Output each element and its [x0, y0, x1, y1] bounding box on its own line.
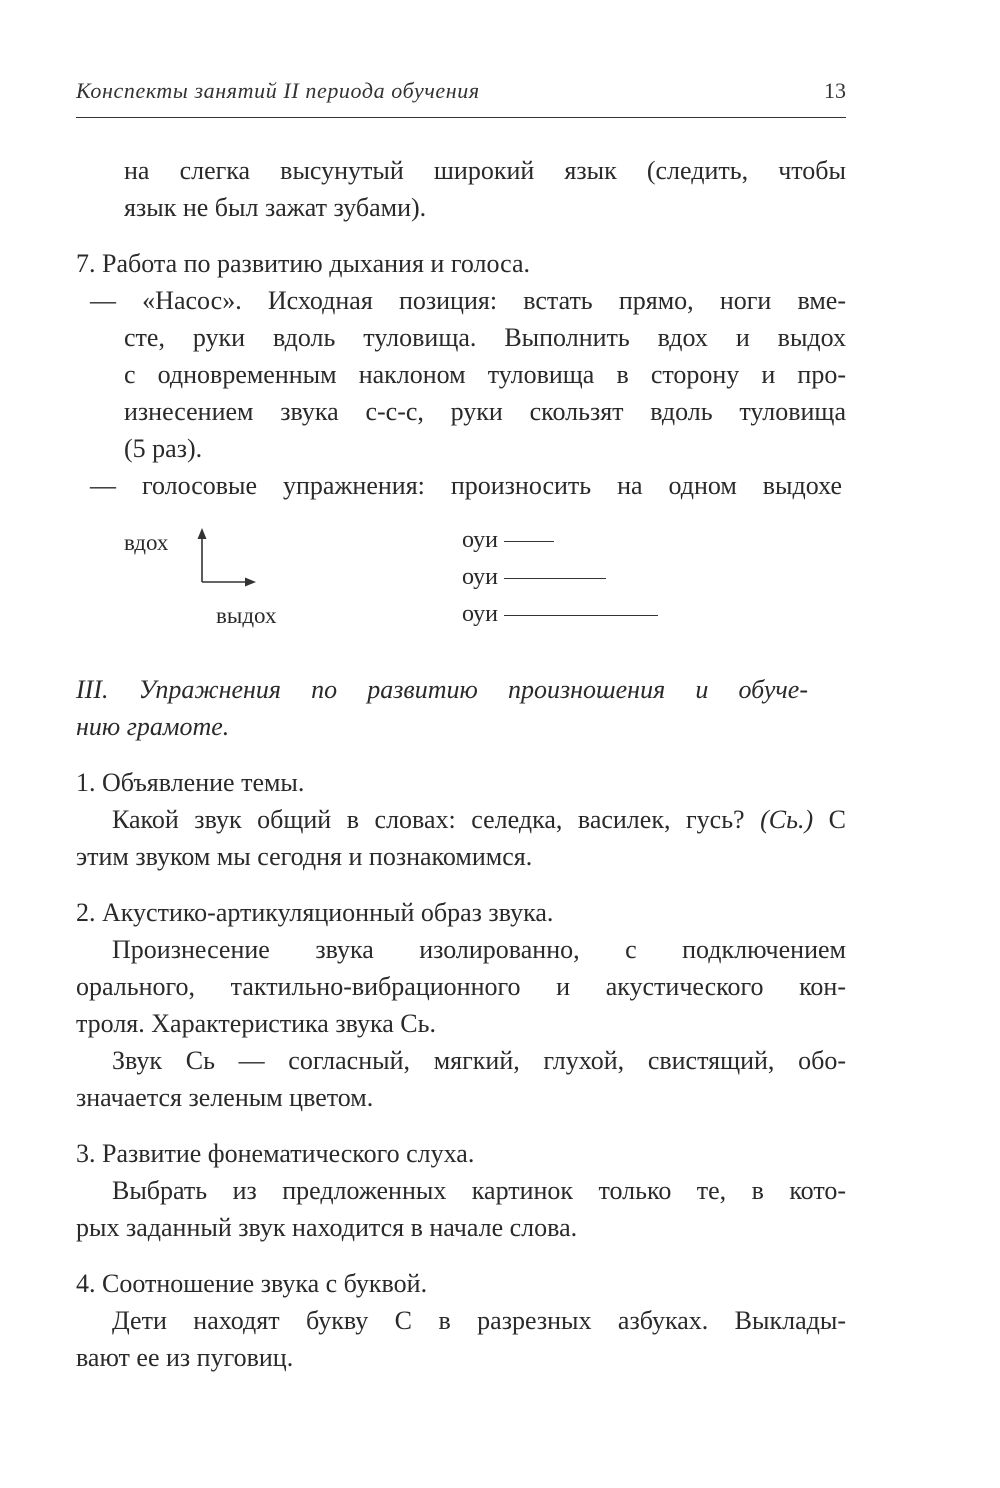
step-2-p2-line-1: Звук Сь — согласный, мягкий, глухой, свистящий, обо- — [112, 1046, 846, 1075]
nasos-line-5: (5 раз). — [124, 434, 203, 463]
header-divider — [76, 117, 846, 118]
intro-line-2: язык не был зажат зубами). — [124, 193, 427, 222]
nasos-line-1: — «Насос». Исходная позиция: встать прямо, ноги вме- — [90, 286, 846, 315]
breath-arrow-icon — [190, 528, 270, 592]
step-1-answer: (Сь.) — [760, 805, 814, 834]
step-2-p1-line-1: Произнесение звука изолированно, с подключением — [112, 935, 846, 964]
duration-line-2 — [504, 578, 606, 579]
step-4-line-2: вают ее из пуговиц. — [76, 1343, 294, 1372]
intro-line-1: на слегка высунутый широкий язык (следить, чтобы — [124, 156, 846, 185]
step-4-heading: 4. Соотношение звука с буквой. — [76, 1269, 428, 1298]
step-1-line-2: этим звуком мы сегодня и познакомимся. — [76, 842, 533, 871]
up-arrowhead — [198, 528, 207, 539]
header-title: Конспекты занятий II периода обучения — [76, 78, 480, 103]
step-2-p2-line-2: значается зеленым цветом. — [76, 1083, 374, 1112]
step-4-line-1: Дети находят букву С в разрезных азбуках. Выклады- — [112, 1306, 846, 1335]
step-2-p1-line-3: троля. Характеристика звука Сь. — [76, 1009, 436, 1038]
running-header — [76, 72, 846, 106]
page-number: 13 — [824, 78, 846, 103]
nasos-line-3: с одновременным наклоном туловища в сторону и про- — [124, 360, 846, 389]
duration-line-3 — [504, 615, 658, 616]
vowel-row-1-text: оуи — [462, 527, 498, 553]
step-3-heading: 3. Развитие фонематического слуха. — [76, 1139, 475, 1168]
step-3-line-1: Выбрать из предложенных картинок только те, в кото- — [112, 1176, 846, 1205]
vowel-row-2-text: оуи — [462, 564, 498, 590]
step-1-line-1 — [112, 801, 846, 838]
step-2-p1-line-2: орального, тактильно-вибрационного и акустического кон- — [76, 972, 846, 1001]
section-3-heading-line-2: нию грамоте. — [76, 712, 230, 741]
nasos-line-2: сте, руки вдоль туловища. Выполнить вдох и выдох — [124, 323, 846, 352]
inhale-label: вдох — [124, 530, 169, 555]
right-arrowhead — [245, 578, 256, 587]
vowel-row-3 — [462, 596, 658, 633]
item-7-heading: 7. Работа по развитию дыхания и голоса. — [76, 249, 531, 278]
step-1-question: Какой звук общий в словах: селедка, василек, гусь? — [112, 805, 745, 834]
exhale-label: выдох — [216, 603, 277, 628]
nasos-line-4: изнесением звука с-с-с, руки скользят вдоль туловища — [124, 397, 846, 426]
duration-line-1 — [504, 541, 554, 542]
step-2-heading: 2. Акустико-артикуляционный образ звука. — [76, 898, 554, 927]
voice-exercises-line: — голосовые упражнения: произносить на одном выдохе — [90, 471, 842, 500]
vowel-row-3-text: оуи — [462, 601, 498, 627]
section-3-heading-line-1: III. Упражнения по развитию произношения и обуче- — [76, 675, 808, 704]
vowel-row-1 — [462, 522, 554, 559]
step-3-line-2: рых заданный звук находится в начале слова. — [76, 1213, 578, 1242]
step-1-heading: 1. Объявление темы. — [76, 768, 305, 797]
step-1-line-end: С — [828, 805, 846, 834]
vowel-row-2 — [462, 559, 606, 596]
